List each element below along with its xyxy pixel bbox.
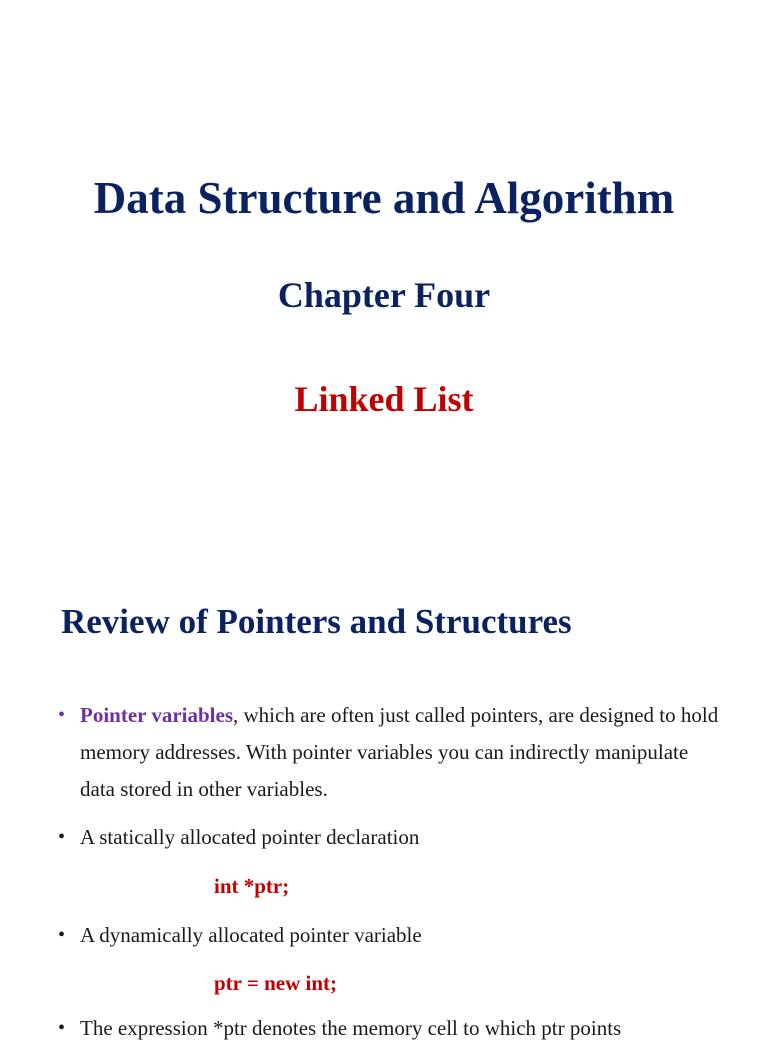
code-static-pointer: int *ptr; — [214, 874, 290, 898]
bullet-term: Pointer variables — [80, 703, 234, 727]
bullet-static-declaration — [58, 819, 718, 856]
main-title: Data Structure and Algorithm — [93, 173, 675, 223]
bullet-text: A dynamically allocated pointer variable — [80, 923, 422, 947]
bullet-dynamic-pointer — [58, 917, 718, 954]
bullet-dot-icon: • — [58, 826, 66, 848]
bullet-dot-icon: • — [58, 704, 66, 726]
bullet-dot-icon: • — [58, 924, 66, 946]
bullet-pointer-variables — [58, 697, 718, 808]
bullet-text: The expression *ptr denotes the memory cell to which ptr points — [80, 1016, 622, 1040]
section-heading: Review of Pointers and Structures — [61, 602, 572, 641]
bullet-text — [80, 697, 720, 808]
topic-title: Linked List — [294, 379, 474, 419]
bullet-dot-icon: • — [58, 1017, 66, 1039]
chapter-label: Chapter Four — [277, 275, 491, 315]
bullet-text: A statically allocated pointer declaration — [80, 825, 420, 849]
bullet-expression — [58, 1010, 718, 1047]
content-slide — [0, 560, 768, 1040]
bullet-body: , which are often just called pointers, are designed to hold memory addresses. With pointer variables you can indirectly manipulate data stored in other variables. — [80, 703, 719, 801]
code-dynamic-pointer: ptr = new int; — [214, 971, 337, 995]
